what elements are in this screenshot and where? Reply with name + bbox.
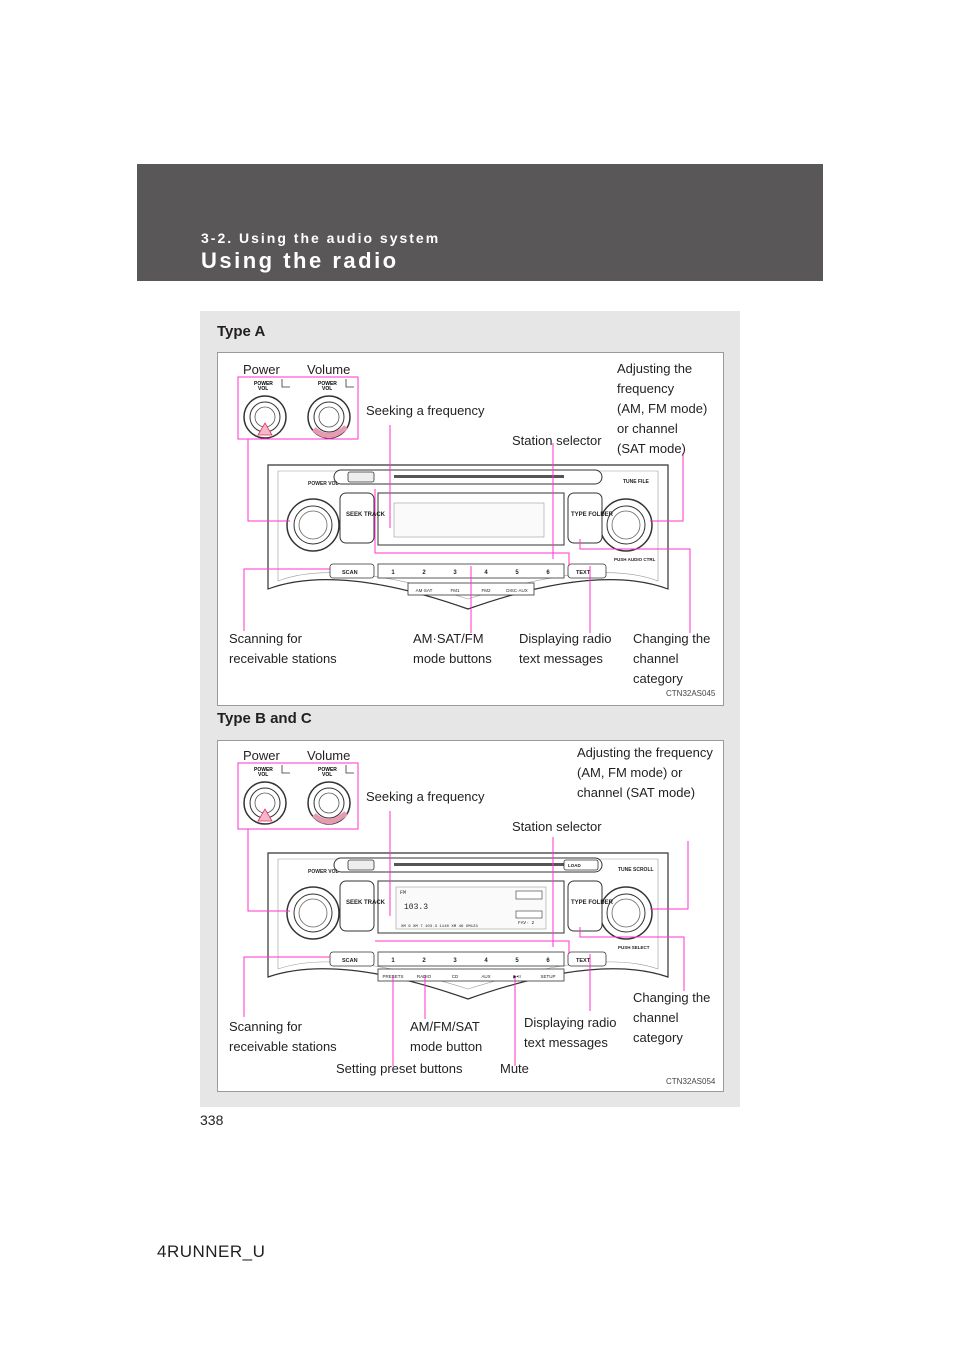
mode-button-a-2[interactable]: FM2 bbox=[481, 588, 491, 593]
preset-button-b-0[interactable]: 1 bbox=[391, 958, 395, 964]
preset-button-a-4[interactable]: 5 bbox=[515, 570, 519, 576]
type-folder-text: TYPE FOLDER bbox=[571, 512, 614, 518]
display-fav: FAV· 2 bbox=[518, 921, 535, 926]
svg-text:VOL: VOL bbox=[258, 772, 269, 778]
svg-text:POWER: POWER bbox=[318, 381, 337, 387]
svg-text:POWER: POWER bbox=[254, 381, 273, 387]
label-changing-b: Changing the channel category bbox=[633, 990, 711, 1045]
mode-button-b-1[interactable]: RADIO bbox=[416, 974, 432, 979]
power-knob-inset bbox=[244, 379, 290, 438]
load-button[interactable]: LOAD bbox=[568, 863, 581, 868]
display-preset-row: XM 6 XM 7 103.3 1140 XM 46 XM123 bbox=[401, 925, 478, 929]
label-station-selector-b: Station selector bbox=[512, 819, 602, 834]
preset-button-b-2[interactable]: 3 bbox=[453, 958, 457, 964]
svg-text:POWER: POWER bbox=[318, 767, 337, 773]
page-number: 338 bbox=[200, 1112, 224, 1128]
svg-text:POWER: POWER bbox=[254, 767, 273, 773]
section-title: 3-2. Using the audio system bbox=[201, 230, 441, 246]
push-select-text: PUSH SELECT bbox=[618, 945, 650, 950]
preset-button-b-5[interactable]: 6 bbox=[546, 958, 550, 964]
mode-button-b-5[interactable]: SETUP bbox=[540, 974, 556, 979]
label-scanning-a: Scanning for receivable stations bbox=[229, 631, 337, 666]
tune-scroll-text: TUNE SCROLL bbox=[618, 867, 654, 873]
label-seeking-a: Seeking a frequency bbox=[366, 403, 485, 418]
mode-button-a-1[interactable]: FM1 bbox=[450, 588, 460, 593]
label-volume-b: Volume bbox=[307, 748, 351, 763]
power-vol-text: POWER VOL bbox=[308, 481, 339, 487]
mode-button-b-0[interactable]: PRESETS bbox=[382, 974, 404, 979]
push-audio-ctrl-text: PUSH AUDIO CTRL bbox=[614, 557, 656, 562]
preset-button-b-3[interactable]: 4 bbox=[484, 958, 488, 964]
seek-track-text: SEEK TRACK bbox=[346, 512, 386, 518]
label-mute: Mute bbox=[500, 1061, 529, 1076]
label-station-selector-a: Station selector bbox=[512, 433, 602, 448]
svg-text:VOL: VOL bbox=[322, 386, 333, 392]
preset-button-b-4[interactable]: 5 bbox=[515, 958, 519, 964]
display-band: FM bbox=[400, 890, 407, 896]
label-volume-a: Volume bbox=[307, 362, 351, 377]
label-setting-preset: Setting preset buttons bbox=[336, 1061, 463, 1076]
figure-code-b: CTN32AS054 bbox=[666, 1077, 716, 1086]
tune-file-text: TUNE FILE bbox=[623, 479, 649, 485]
power-vol-text-b: POWER VOL bbox=[308, 869, 339, 875]
svg-text:VOL: VOL bbox=[322, 772, 333, 778]
scan-button-b[interactable]: SCAN bbox=[342, 958, 358, 964]
seek-track-text-b: SEEK TRACK bbox=[346, 900, 386, 906]
type-bc-label: Type B and C bbox=[217, 710, 312, 727]
label-adjusting-b: Adjusting the frequency (AM, FM mode) or channel (SAT mode) bbox=[577, 745, 713, 800]
label-changing-a: Changing the channel category bbox=[633, 631, 711, 686]
display-frequency: 103.3 bbox=[404, 903, 429, 912]
preset-button-b-1[interactable]: 2 bbox=[422, 958, 426, 964]
power-knob-inset-b bbox=[244, 765, 290, 824]
label-power-a: Power bbox=[243, 362, 280, 377]
volume-knob-inset bbox=[308, 379, 354, 438]
figure-type-a bbox=[217, 352, 724, 706]
text-button[interactable]: TEXT bbox=[576, 570, 591, 576]
mode-button-a-3[interactable]: DISC·AUX bbox=[506, 588, 528, 593]
preset-button-a-2[interactable]: 3 bbox=[453, 570, 457, 576]
label-power-b: Power bbox=[243, 748, 280, 763]
label-mode-buttons-a: AM·SAT/FM mode buttons bbox=[413, 631, 492, 666]
chapter-header bbox=[137, 164, 823, 281]
mode-button-b-3[interactable]: AUX bbox=[481, 974, 491, 979]
label-displaying-a: Displaying radio text messages bbox=[519, 631, 612, 666]
volume-knob-inset-b bbox=[308, 765, 354, 824]
type-folder-text-b: TYPE FOLDER bbox=[571, 900, 614, 906]
figure-code-a: CTN32AS045 bbox=[666, 689, 716, 698]
mode-button-b-2[interactable]: CD bbox=[451, 974, 459, 979]
preset-button-a-0[interactable]: 1 bbox=[391, 570, 395, 576]
label-adjusting-a: Adjusting the frequency (AM, FM mode) or channel (SAT mode) bbox=[617, 361, 708, 456]
page-title: Using the radio bbox=[201, 248, 399, 273]
mode-button-a-0[interactable]: AM·SAT bbox=[415, 588, 433, 593]
preset-button-a-3[interactable]: 4 bbox=[484, 570, 488, 576]
type-a-label: Type A bbox=[217, 323, 266, 340]
text-button-b[interactable]: TEXT bbox=[576, 958, 591, 964]
label-displaying-b: Displaying radio text messages bbox=[524, 1015, 617, 1050]
svg-text:VOL: VOL bbox=[258, 386, 269, 392]
footer-model: 4RUNNER_U bbox=[157, 1242, 266, 1261]
mode-button-b-4[interactable]: ▶•II bbox=[513, 974, 521, 979]
label-mode-button-b: AM/FM/SAT mode button bbox=[410, 1019, 483, 1054]
label-seeking-b: Seeking a frequency bbox=[366, 789, 485, 804]
figure-type-bc bbox=[217, 740, 724, 1092]
preset-button-a-5[interactable]: 6 bbox=[546, 570, 550, 576]
preset-button-a-1[interactable]: 2 bbox=[422, 570, 426, 576]
scan-button[interactable]: SCAN bbox=[342, 570, 358, 576]
label-scanning-b: Scanning for receivable stations bbox=[229, 1019, 337, 1054]
